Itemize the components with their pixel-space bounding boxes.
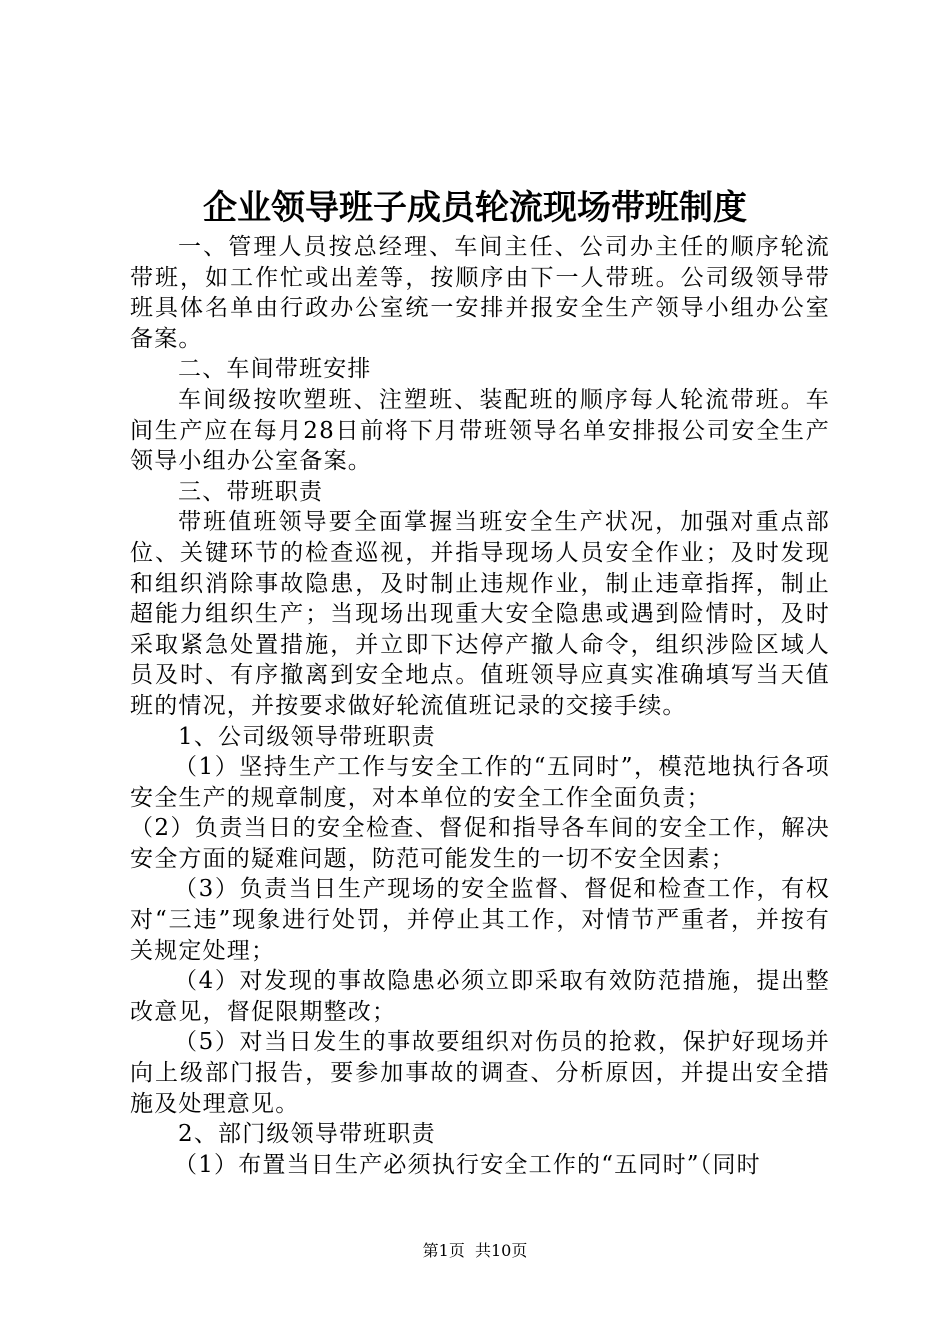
document-body <box>130 232 830 1180</box>
list-item-company-5: （5）对当日发生的事故要组织对伤员的抢救，保护好现场并向上级部门报告，要参加事故的调查、分析原因，并提出安全措施及处理意见。 <box>130 1029 830 1117</box>
list-item-company-3: （3）负责当日生产现场的安全监督、督促和检查工作，有权对“三违”现象进行处罚，并停止其工作，对情节严重者，并按有关规定处理； <box>130 876 830 964</box>
heading-company-duties: 1、公司级领导带班职责 <box>178 723 436 750</box>
paragraph-section-1: 一、管理人员按总经理、车间主任、公司办主任的顺序轮流带班，如工作忙或出差等，按顺序由下一人带班。公司级领导带班具体名单由行政办公室统一安排并报安全生产领导小组办公室备案。 <box>130 234 830 352</box>
list-item-company-1: （1）坚持生产工作与安全工作的“五同时”，模范地执行各项安全生产的规章制度，对本单位的安全工作全面负责； <box>130 754 830 811</box>
document-title: 企业领导班子成员轮流现场带班制度 <box>203 188 747 228</box>
paragraph-section-2: 车间级按吹塑班、注塑班、装配班的顺序每人轮流带班。车间生产应在每月28日前将下月带班领导名单安排报公司安全生产领导小组办公室备案。 <box>130 386 830 475</box>
list-item-company-4: （4）对发现的事故隐患必须立即采取有效防范措施，提出整改意见，督促限期整改； <box>130 968 830 1025</box>
list-item-department-1: （1）布置当日生产必须执行安全工作的“五同时”（同时 <box>174 1151 761 1178</box>
heading-section-3: 三、带班职责 <box>178 478 324 505</box>
page-footer: 第1页 共10页 <box>422 1241 528 1260</box>
list-item-company-2: （2）负责当日的安全检查、督促和指导各车间的安全工作，解决安全方面的疑难问题，防范可能发生的一切不安全因素； <box>130 815 830 872</box>
heading-section-2: 二、车间带班安排 <box>178 356 372 383</box>
paragraph-section-3: 带班值班领导要全面掌握当班安全生产状况，加强对重点部位、关键环节的检查巡视，并指导现场人员安全作业；及时发现和组织消除事故隐患，及时制止违规作业，制止违章指挥，制止超能力组织生产；当现场出现重大安全隐患或遇到险情时，及时采取紧急处置措施，并立即下达停产撤人命令，组织涉险区域人员及时、有序撤离到安全地点。值班领导应真实准确填写当天值班的情况，并按要求做好轮流值班记录的交接手续。 <box>130 509 830 719</box>
heading-department-duties: 2、部门级领导带班职责 <box>178 1121 436 1148</box>
